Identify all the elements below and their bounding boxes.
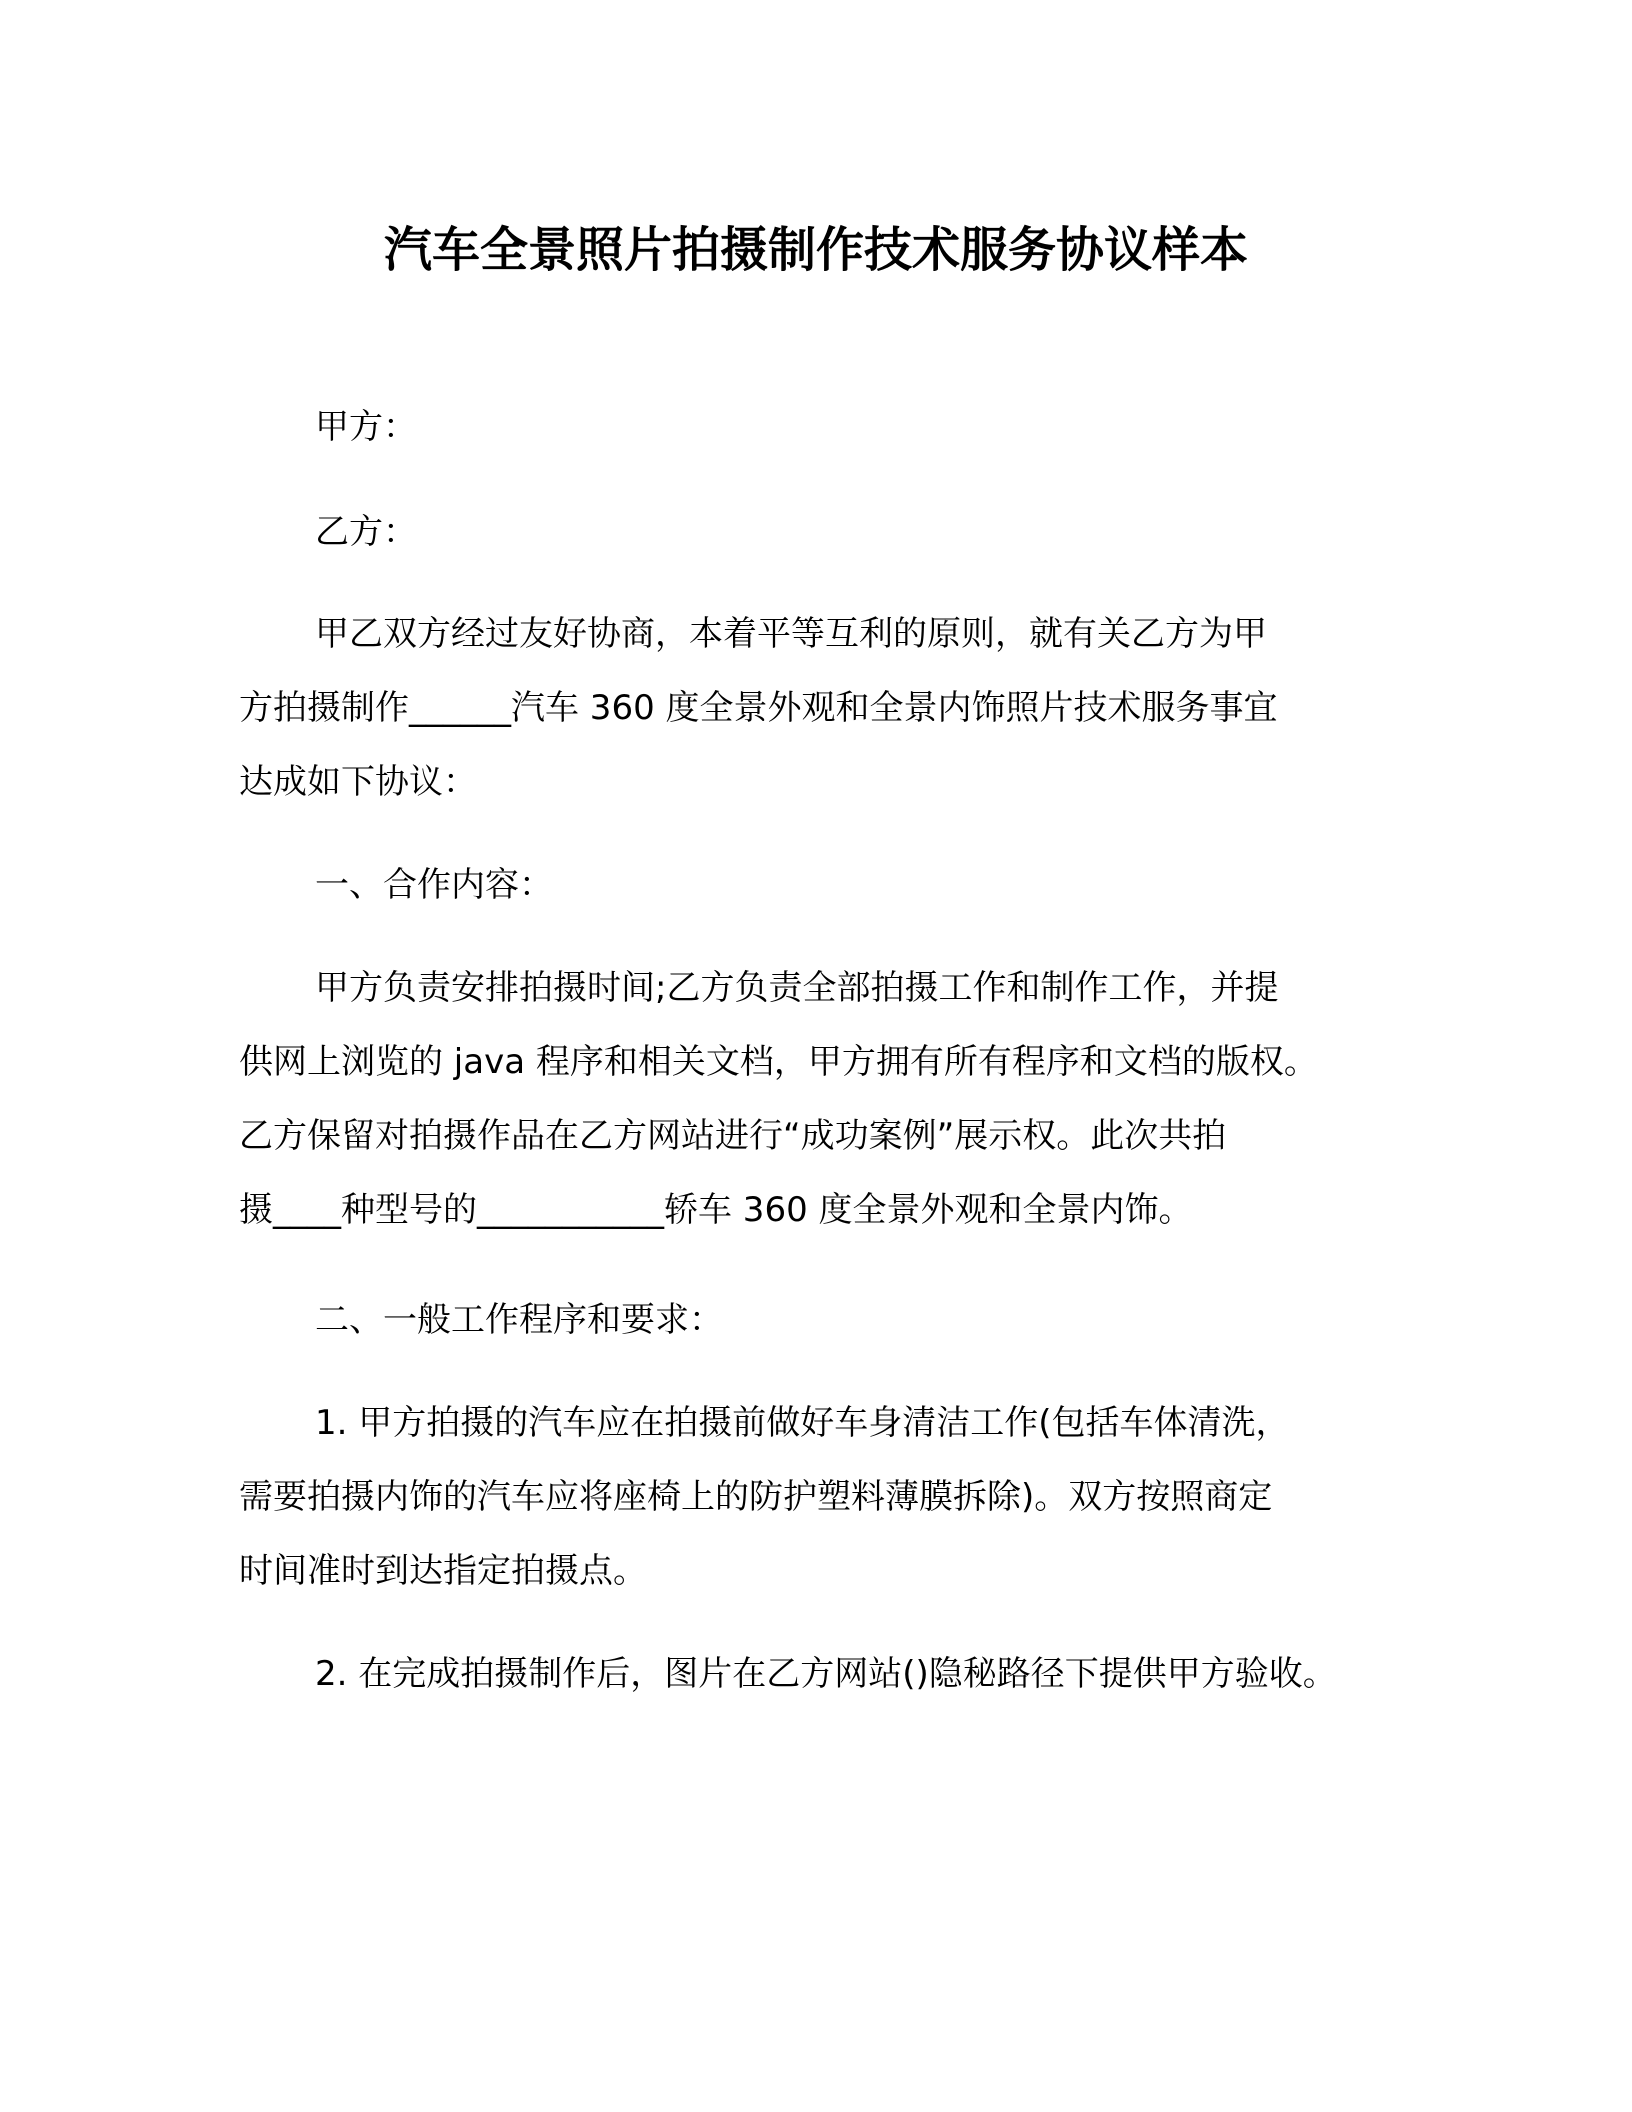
intro-line: 甲乙双方经过友好协商，本着平等互利的原则，就有关乙方为甲 [315, 614, 1267, 654]
section1-line: 摄____种型号的___________轿车 360 度全景外观和全景内饰。 [239, 1190, 1193, 1230]
section1-line: 供网上浏览的 java 程序和相关文档，甲方拥有所有程序和文档的版权。 [239, 1042, 1318, 1082]
item1-line: 需要拍摄内饰的汽车应将座椅上的防护塑料薄膜拆除)。双方按照商定 [239, 1477, 1273, 1517]
section2-heading-text: 二、一般工作程序和要求： [315, 1300, 723, 1340]
item1-line: 1. 甲方拍摄的汽车应在拍摄前做好车身清洁工作(包括车体清洗， [315, 1403, 1290, 1443]
section1-paragraph [239, 951, 1399, 1247]
party-a-label [239, 390, 1399, 464]
section1-line: 甲方负责安排拍摄时间;乙方负责全部拍摄工作和制作工作，并提 [315, 968, 1279, 1008]
intro-paragraph [239, 597, 1399, 819]
section1-heading [239, 848, 1399, 922]
party-b-label [239, 495, 1399, 569]
item1-line: 时间准时到达指定拍摄点。 [239, 1551, 647, 1591]
intro-line: 方拍摄制作______汽车 360 度全景外观和全景内饰照片技术服务事宜 [239, 688, 1278, 728]
section2-heading [239, 1283, 1399, 1357]
party-a-text: 甲方： [315, 407, 417, 447]
item2-line: 2. 在完成拍摄制作后，图片在乙方网站()隐秘路径下提供甲方验收。 [315, 1654, 1337, 1694]
section1-heading-text: 一、合作内容： [315, 865, 553, 905]
section1-line: 乙方保留对拍摄作品在乙方网站进行“成功案例”展示权。此次共拍 [239, 1116, 1227, 1156]
party-b-text: 乙方： [315, 512, 417, 552]
item1-paragraph [239, 1386, 1399, 1608]
document-title: 汽车全景照片拍摄制作技术服务协议样本 [383, 222, 1248, 278]
item2-paragraph [239, 1637, 1399, 1711]
intro-line: 达成如下协议： [239, 762, 477, 802]
